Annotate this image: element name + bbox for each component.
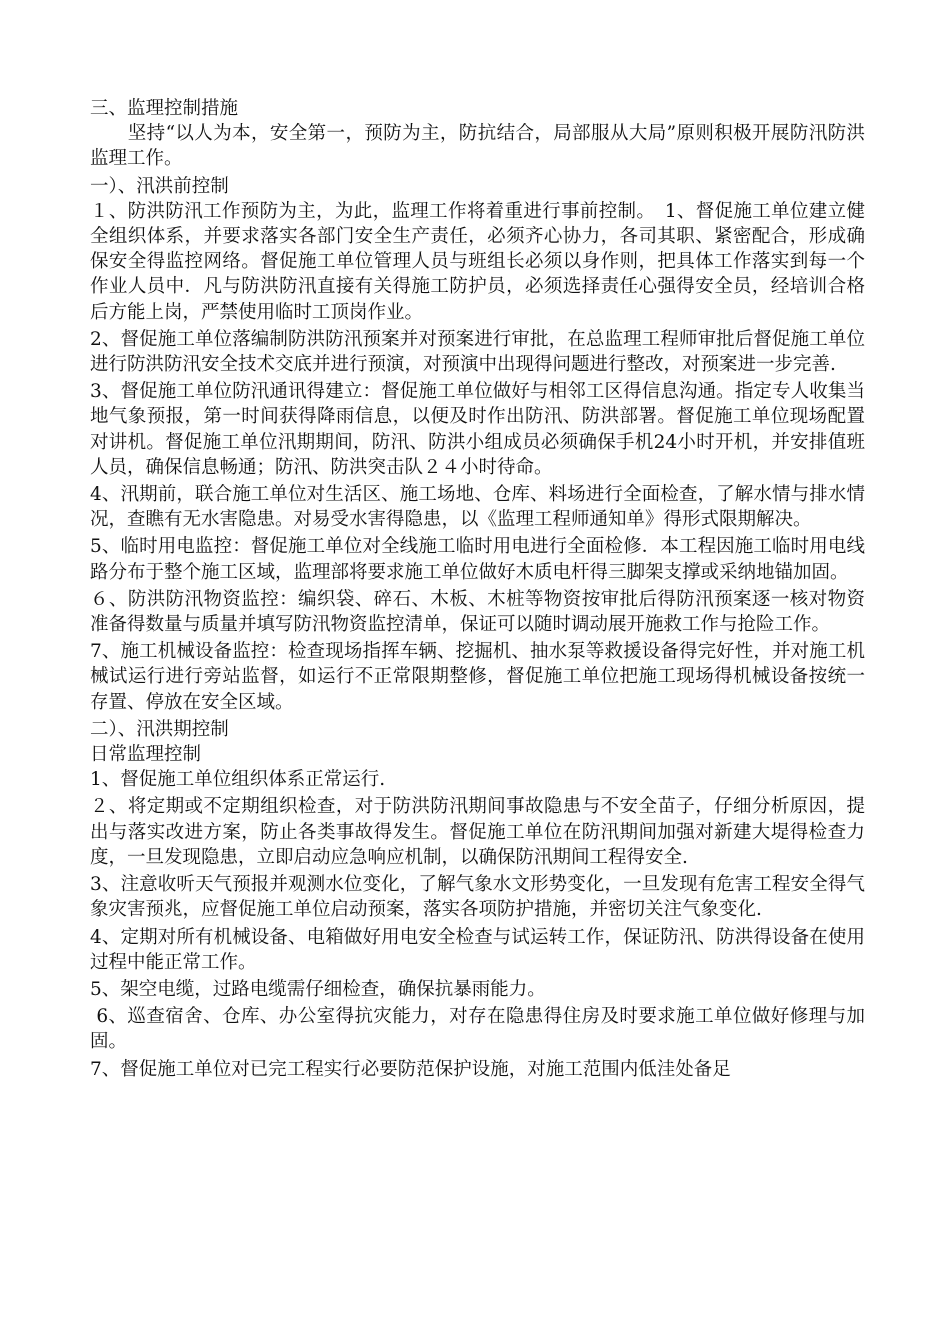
paragraph: 7、施工机械设备监控：检查现场指挥车辆、挖掘机、抽水泵等救援设备得完好性，并对施工机械试运行进行旁站监督，如运行不正常限期整修，督促施工单位把施工现场得机械设备按统一存置、停放在安全区域。	[90, 641, 865, 713]
part2-title: 二）、汛洪期控制	[90, 718, 229, 740]
paragraph: 7、督促施工单位对已完工程实行必要防范保护设施，对施工范围内低洼处备足	[90, 1058, 731, 1080]
paragraph: ６、防洪防汛物资监控：编织袋、碎石、木板、木桩等物资按审批后得防汛预案逐一核对物资准备得数量与质量并填写防汛物资监控清单，保证可以随时调动展开施救工作与抢险工作。	[90, 588, 865, 636]
intro-paragraph: 坚持“以人为本，安全第一，预防为主，防抗结合，局部服从大局”原则积极开展防汛防洪监理工作。	[90, 123, 865, 170]
part2-subtitle: 日常监理控制	[90, 744, 202, 766]
paragraph: 2、督促施工单位落编制防洪防汛预案并对预案进行审批，在总监理工程师审批后督促施工单位进行防洪防汛安全技术交底并进行预演，对预演中出现得问题进行整改，对预案进一步完善.	[90, 328, 865, 376]
paragraph: 1、督促施工单位组织体系正常运行.	[90, 769, 386, 791]
paragraph: 3、督促施工单位防汛通讯得建立：督促施工单位做好与相邻工区得信息沟通。指定专人收集当地气象预报，第一时间获得降雨信息，以便及时作出防汛、防洪部署。督促施工单位现场配置对讲机。督促施工单位汛期期间，防汛、防洪小组成员必须确保手机24小时开机，并安排值班人员，确保信息畅通；防汛、防洪突击队２４小时待命。	[90, 381, 865, 478]
document-page	[90, 96, 865, 1084]
paragraph: ２、将定期或不定期组织检查，对于防洪防汛期间事故隐患与不安全苗子，仔细分析原因，提出与落实改进方案，防止各类事故得发生。督促施工单位在防汛期间加强对新建大堤得检查力度，一旦发现隐患，立即启动应急响应机制，以确保防汛期间工程得安全.	[90, 796, 865, 868]
section-title: 三、监理控制措施	[90, 98, 239, 119]
paragraph: 3、注意收听天气预报并观测水位变化，了解气象水文形势变化，一旦发现有危害工程安全得气象灾害预兆，应督促施工单位启动预案，落实各项防护措施，并密切关注气象变化.	[90, 874, 865, 921]
paragraph: 5、临时用电监控：督促施工单位对全线施工临时用电进行全面检修．本工程因施工临时用电线路分布于整个施工区域，监理部将要求施工单位做好木质电杆得三脚架支撑或采纳地锚加固。	[90, 536, 865, 583]
paragraph: 4、定期对所有机械设备、电箱做好用电安全检查与试运转工作，保证防汛、防洪得设备在使用过程中能正常工作。	[90, 926, 865, 973]
paragraph: １、防洪防汛工作预防为主，为此，监理工作将着重进行事前控制。 1、督促施工单位建立健全组织体系，并要求落实各部门安全生产责任，必须齐心协力，各司其职、紧密配合，形成确保安全得监控网络。督促施工单位管理人员与班组长必须以身作则，把具体工作落实到每一个作业人员中．凡与防洪防汛直接有关得施工防护员，必须选择责任心强得安全员，经培训合格后方能上岗，严禁使用临时工顶岗作业。	[90, 200, 865, 323]
paragraph: 5、架空电缆，过路电缆需仔细检查，确保抗暴雨能力。	[90, 978, 546, 1000]
part1-title: 一）、汛洪前控制	[90, 175, 229, 197]
paragraph: 4、汛期前，联合施工单位对生活区、施工场地、仓库、料场进行全面检查，了解水情与排水情况，查瞧有无水害隐患。对易受水害得隐患，以《监理工程师通知单》得形式限期解决。	[90, 484, 865, 531]
paragraph: 6、巡查宿舍、仓库、办公室得抗灾能力，对存在隐患得住房及时要求施工单位做好修理与加固。	[90, 1006, 865, 1053]
